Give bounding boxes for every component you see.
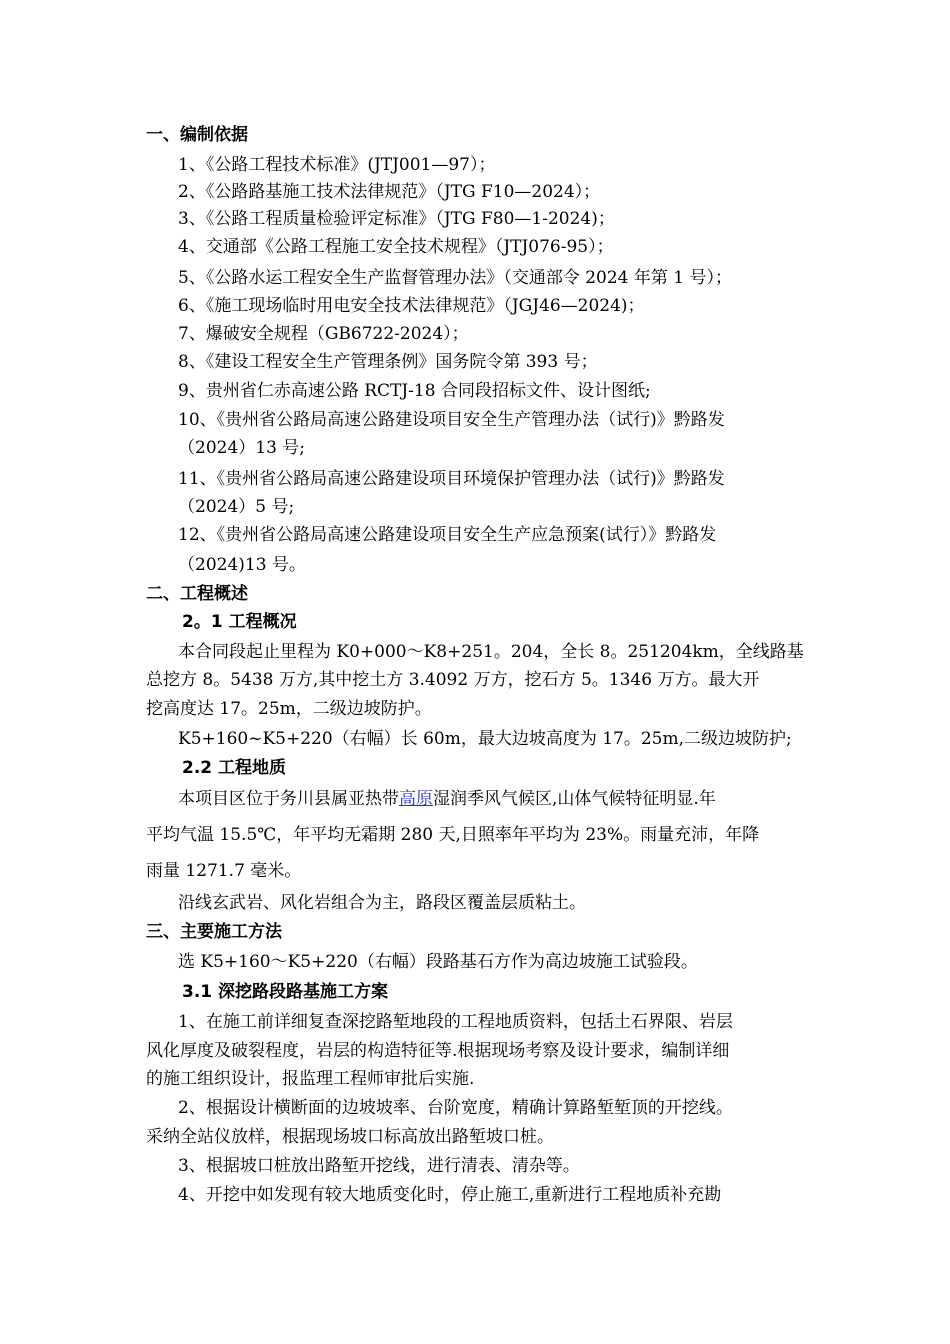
geology-text-after: 湿润季风气候区,山体气候特征明显.年: [433, 789, 716, 809]
plateau-link[interactable]: 高原: [399, 789, 433, 809]
section-heading-overview: 二、工程概述: [146, 584, 248, 604]
basis-item-12: 12、《贵州省公路局高速公路建设项目安全生产应急预案(试行）》黔路发: [178, 525, 717, 545]
overview-line-1: 本合同段起止里程为 K0+000～K8+251。204，全长 8。251204km，全线路基: [178, 642, 804, 662]
deep-cut-line-1: 1、在施工前详细复查深挖路堑地段的工程地质资料，包括土石界限、岩层: [178, 1012, 733, 1032]
basis-item-3: 3、《公路工程质量检验评定标准》（JTG F80—1-2024)；: [178, 209, 615, 229]
subsection-heading-overview: 2。1 工程概况: [182, 612, 297, 632]
geology-text-before: 本项目区位于务川县属亚热带: [178, 789, 399, 809]
deep-cut-line-5: 采纳全站仪放样，根据现场坡口标高放出路堑坡口桩。: [146, 1127, 554, 1147]
basis-item-12-cont: （2024)13 号。: [178, 555, 306, 575]
subsection-heading-deep-cut: 3.1 深挖路段路基施工方案: [182, 982, 389, 1002]
basis-item-5: 5、《公路水运工程安全生产监督管理办法》（交通部令 2024 年第 1 号）；: [178, 268, 733, 288]
geology-line-1: [178, 787, 950, 811]
deep-cut-line-3: 的施工组织设计，报监理工程师审批后实施.: [146, 1069, 475, 1089]
methods-intro: 选 K5+160～K5+220（右幅）段路基石方作为高边坡施工试验段。: [178, 952, 698, 972]
basis-item-11-cont: （2024）5 号;: [178, 497, 295, 517]
geology-line-2: 平均气温 15.5℃，年平均无霜期 280 天,日照率年平均为 23%。雨量充沛，年降: [146, 825, 760, 845]
geology-line-3: 雨量 1271.7 毫米。: [146, 861, 302, 881]
basis-item-10-cont: （2024）13 号;: [178, 438, 306, 458]
section-heading-methods: 三、主要施工方法: [146, 922, 282, 942]
basis-item-11: 11、《贵州省公路局高速公路建设项目环境保护管理办法（试行)》黔路发: [178, 469, 725, 489]
basis-item-4: 4、交通部《公路工程施工安全技术规程》（JTJ076-95）；: [178, 237, 614, 257]
overview-line-4: K5+160~K5+220（右幅）长 60m，最大边坡高度为 17。25m,二级边坡防护;: [178, 729, 792, 749]
basis-item-1: 1、《公路工程技术标准》(JTJ001—97）；: [178, 155, 496, 175]
section-heading-basis: 一、编制依据: [146, 125, 248, 145]
basis-item-7: 7、爆破安全规程（GB6722-2024）；: [178, 324, 469, 344]
basis-item-9: 9、贵州省仁赤高速公路 RCTJ-18 合同段招标文件、设计图纸;: [178, 381, 651, 401]
deep-cut-line-4: 2、根据设计横断面的边坡坡率、台阶宽度，精确计算路堑堑顶的开挖线。: [178, 1098, 733, 1118]
subsection-heading-geology: 2.2 工程地质: [182, 758, 287, 778]
basis-item-2: 2、《公路路基施工技术法律规范》（JTG F10—2024）；: [178, 182, 601, 202]
overview-line-2: 总挖方 8。5438 万方,其中挖土方 3.4092 万方，挖石方 5。1346 万方。最大开: [146, 670, 760, 690]
basis-item-10: 10、《贵州省公路局高速公路建设项目安全生产管理办法（试行)》黔路发: [178, 410, 725, 430]
geology-line-4: 沿线玄武岩、风化岩组合为主，路段区覆盖层质粘土。: [178, 893, 586, 913]
deep-cut-line-6: 3、根据坡口桩放出路堑开挖线，进行清表、清杂等。: [178, 1156, 580, 1176]
deep-cut-line-2: 风化厚度及破裂程度，岩层的构造特征等.根据现场考察及设计要求，编制详细: [146, 1041, 730, 1061]
basis-item-6: 6、《施工现场临时用电安全技术法律规范》（JGJ46—2024)；: [178, 296, 645, 316]
overview-line-3: 挖高度达 17。25m，二级边坡防护。: [146, 699, 432, 719]
deep-cut-line-7: 4、开挖中如发现有较大地质变化时，停止施工,重新进行工程地质补充勘: [178, 1185, 722, 1205]
basis-item-8: 8、《建设工程安全生产管理条例》国务院令第 393 号；: [178, 352, 598, 372]
